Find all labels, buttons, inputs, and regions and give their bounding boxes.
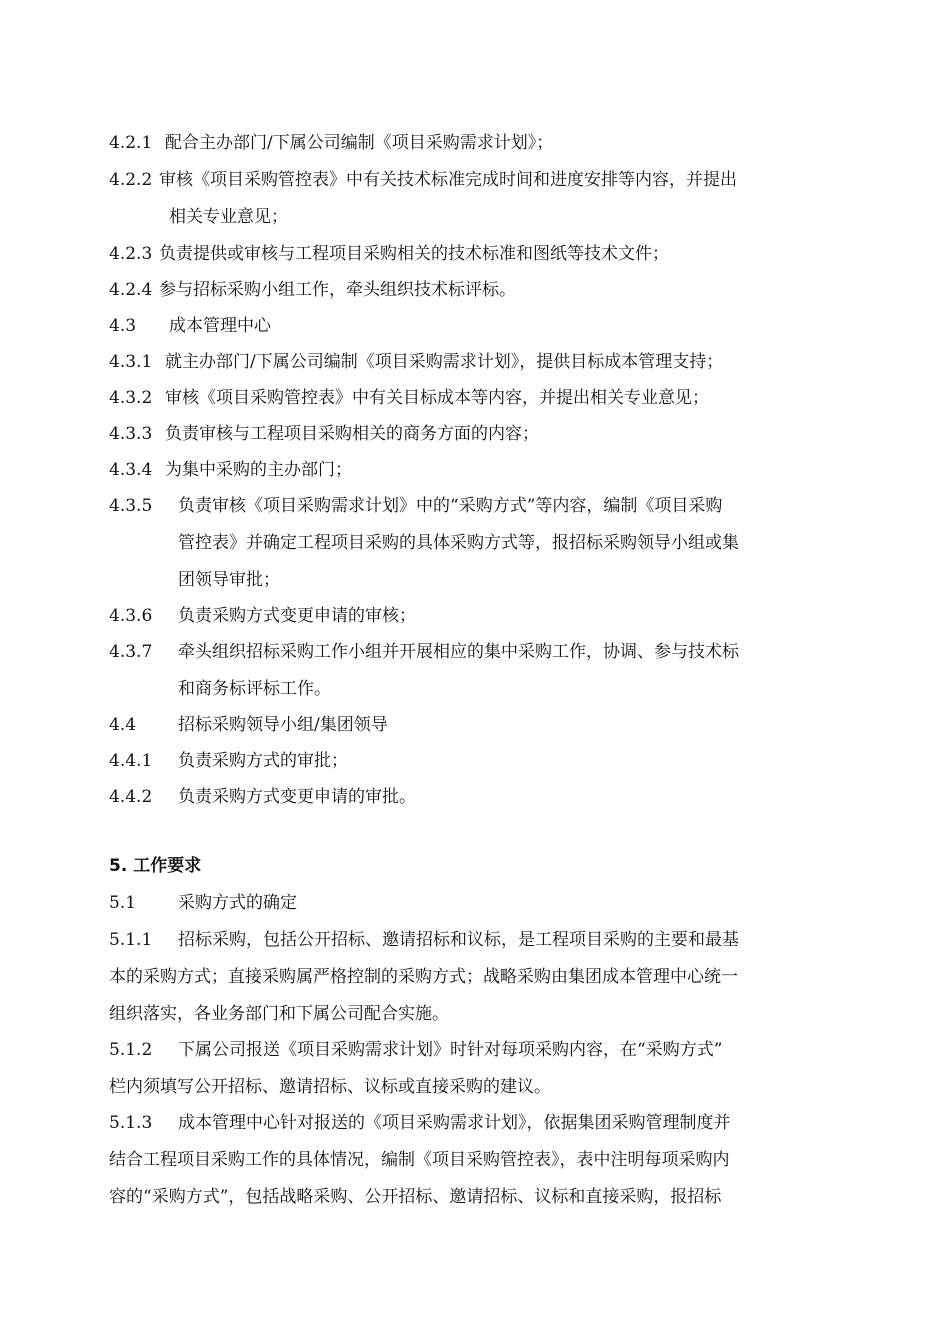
clause-number: 5.1 — [109, 893, 137, 913]
clause-number: 4.2.4 — [109, 280, 153, 300]
clause-text: 成本管理中心 — [169, 316, 271, 336]
clause-number: 4.2.3 — [109, 244, 153, 264]
clause-continuation: 和商务标评标工作。 — [178, 679, 331, 699]
paragraph-line: 栏内须填写公开招标、邀请招标、议标或直接采购的建议。 — [109, 1077, 551, 1097]
paragraph-line: 容的“采购方式”，包括战略采购、公开招标、邀请招标、议标和直接采购，报招标 — [109, 1187, 722, 1207]
clause-text: 参与招标采购小组工作，牵头组织技术标评标。 — [159, 280, 516, 300]
clause-number: 4.3.3 — [109, 424, 153, 444]
clause-number: 4.3 — [109, 316, 137, 336]
clause-number: 4.3.5 — [109, 496, 153, 516]
paragraph-line: 本的采购方式；直接采购属严格控制的采购方式；战略采购由集团成本管理中心统一 — [109, 967, 738, 987]
clause-number: 4.3.2 — [109, 388, 153, 408]
clause-text: 就主办部门/下属公司编制《项目采购需求计划》，提供目标成本管理支持； — [165, 352, 724, 372]
paragraph-line: 组织落实，各业务部门和下属公司配合实施。 — [109, 1004, 449, 1024]
clause-text: 采购方式的确定 — [178, 893, 297, 913]
clause-continuation: 管控表》并确定工程项目采购的具体采购方式等，报招标采购领导小组或集 — [178, 533, 739, 553]
clause-continuation: 团领导审批； — [178, 570, 280, 590]
clause-text: 招标采购，包括公开招标、邀请招标和议标，是工程项目采购的主要和最基 — [178, 930, 739, 950]
clause-text: 招标采购领导小组/集团领导 — [178, 715, 388, 735]
clause-text: 审核《项目采购管控表》中有关目标成本等内容，并提出相关专业意见； — [165, 388, 709, 408]
clause-text: 负责审核与工程项目采购相关的商务方面的内容； — [165, 424, 539, 444]
clause-text: 负责审核《项目采购需求计划》中的“采购方式”等内容，编制《项目采购 — [178, 496, 723, 516]
clause-text: 负责采购方式变更申请的审核； — [178, 606, 416, 626]
clause-number: 4.4.2 — [109, 787, 153, 807]
clause-continuation: 相关专业意见； — [169, 207, 288, 227]
clause-text: 负责提供或审核与工程项目采购相关的技术标准和图纸等技术文件； — [159, 244, 669, 264]
clause-text: 为集中采购的主办部门； — [165, 460, 352, 480]
clause-number: 5.1.2 — [109, 1040, 153, 1060]
clause-text: 成本管理中心针对报送的《项目采购需求计划》，依据集团采购管理制度并 — [178, 1113, 731, 1133]
clause-number: 5.1.3 — [109, 1113, 153, 1133]
clause-text: 审核《项目采购管控表》中有关技术标准完成时间和进度安排等内容，并提出 — [159, 170, 737, 190]
paragraph-line: 结合工程项目采购工作的具体情况，编制《项目采购管控表》，表中注明每项采购内 — [109, 1150, 730, 1170]
clause-number: 4.4.1 — [109, 751, 153, 771]
clause-text: 负责采购方式变更申请的审批。 — [178, 787, 416, 807]
clause-number: 4.3.7 — [109, 642, 153, 662]
clause-number: 4.2.2 — [109, 170, 153, 190]
clause-number: 5.1.1 — [109, 930, 153, 950]
clause-number: 4.2.1 — [109, 133, 153, 153]
clause-number: 4.4 — [109, 715, 137, 735]
clause-number: 4.3.1 — [109, 352, 153, 372]
clause-text: 牵头组织招标采购工作小组并开展相应的集中采购工作，协调、参与技术标 — [178, 642, 739, 662]
clause-text: 负责采购方式的审批； — [178, 751, 348, 771]
clause-text: 下属公司报送《项目采购需求计划》时针对每项采购内容，在“采购方式” — [178, 1040, 723, 1060]
section-5-heading: 5. 工作要求 — [109, 856, 202, 876]
clause-number: 4.3.4 — [109, 460, 153, 480]
clause-number: 4.3.6 — [109, 606, 153, 626]
clause-text: 配合主办部门/下属公司编制《项目采购需求计划》； — [165, 133, 554, 153]
